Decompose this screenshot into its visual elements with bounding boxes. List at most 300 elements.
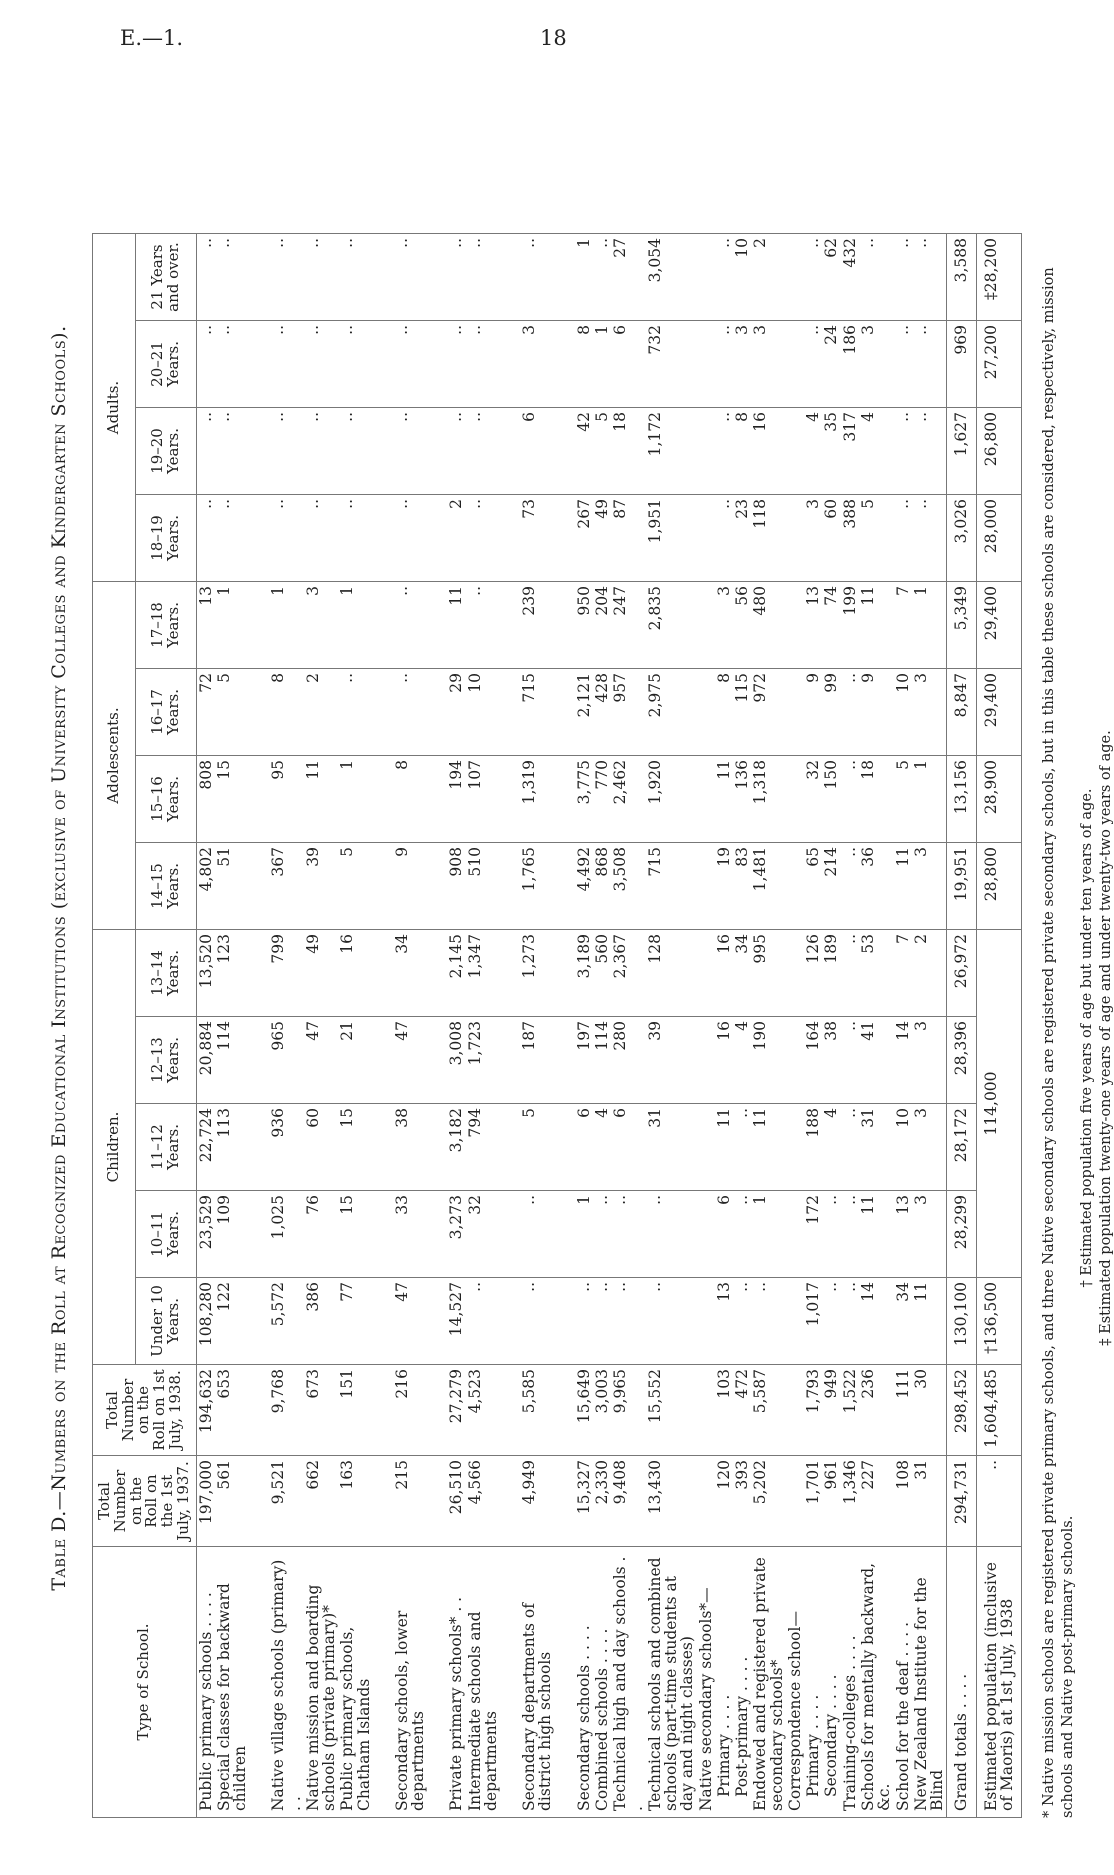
spacer-cell [427, 756, 447, 843]
table-cell: .. [466, 321, 501, 408]
table-cell: .. [466, 234, 501, 321]
table-cell: .. [804, 321, 822, 408]
table-cell [697, 495, 715, 582]
table-cell [786, 669, 804, 756]
table-cell: 3,189 [575, 930, 593, 1017]
table-cell: 49 [304, 930, 339, 1017]
table-cell: .. [393, 408, 428, 495]
table-cell: 11 [447, 582, 465, 669]
table-cell: 5 [593, 408, 611, 495]
spacer-cell [427, 1278, 447, 1365]
table-cell: 472 [733, 1365, 751, 1456]
table-cell: .. [894, 234, 912, 321]
table-cell: 150 [822, 756, 840, 843]
spacer-cell [373, 1191, 393, 1278]
table-cell: 2,975 [646, 669, 697, 756]
table-cell [697, 1017, 715, 1104]
table-cell: 6 [520, 408, 555, 495]
spacer-cell [427, 234, 447, 321]
rotated-table-page [48, 68, 1114, 1848]
table-cell: 6 [715, 1191, 733, 1278]
table-cell [697, 582, 715, 669]
table-cell: .. [215, 321, 250, 408]
table-cell: 5,572 [269, 1278, 304, 1365]
table-cell: 35 [822, 408, 840, 495]
table-cell: .. [304, 408, 339, 495]
table-row [447, 234, 465, 1818]
footnote-native-schools: * Native mission schools are registered private primary schools, and three Native secondary schools are registered private secondary schools, but in this table these schools are considered, respectively, mission schools and Native post-primary schools. [1041, 267, 1076, 1818]
table-row [215, 234, 250, 1818]
footnotes [1040, 258, 1114, 1818]
table-row [804, 234, 822, 1818]
spacer-cell [249, 1278, 269, 1365]
table-cell: 13,430 [646, 1456, 697, 1547]
table-cell: .. [393, 582, 428, 669]
spacer-cell [500, 321, 520, 408]
col-age-19-20: 19–20 Years. [136, 408, 197, 495]
table-cell [786, 408, 804, 495]
table-cell: 9,965 [611, 1365, 646, 1456]
table-cell: 187 [520, 1017, 555, 1104]
spacer-cell [249, 234, 269, 321]
table-cell: .. [593, 1191, 611, 1278]
spacer-cell [373, 234, 393, 321]
table-row [822, 234, 840, 1818]
table-cell: 1 [593, 321, 611, 408]
table-cell: 1,017 [804, 1278, 822, 1365]
table-cell: .. [894, 321, 912, 408]
table-cell: 3,008 [447, 1017, 465, 1104]
table-cell: .. [611, 1278, 646, 1365]
table-cell: 14 [894, 1017, 912, 1104]
spacer-cell [373, 321, 393, 408]
table-cell: 190 [751, 1017, 786, 1104]
col-age-17-18: 17–18 Years. [136, 582, 197, 669]
table-cell: 428 [593, 669, 611, 756]
spacer-cell [373, 408, 393, 495]
table-cell: .. [841, 1104, 859, 1191]
table-cell: 13,520 [196, 930, 215, 1017]
row-label: Private primary schools* . . [447, 1547, 465, 1818]
table-cell: .. [269, 234, 304, 321]
table-cell: 5,587 [751, 1365, 786, 1456]
table-cell: 317 [841, 408, 859, 495]
table-cell: 87 [611, 495, 646, 582]
table-cell: 1,604,485 [976, 1365, 1022, 1456]
table-cell: 5 [338, 843, 373, 930]
table-cell: 3,003 [593, 1365, 611, 1456]
table-cell: 163 [338, 1456, 373, 1547]
table-cell: 1,723 [466, 1017, 501, 1104]
spacer-cell [555, 669, 575, 756]
spacer-cell [249, 582, 269, 669]
table-cell: 39 [646, 1017, 697, 1104]
table-cell [786, 930, 804, 1017]
row-label: Native mission and boarding schools (private primary)* [304, 1547, 339, 1818]
table-cell: 29 [447, 669, 465, 756]
table-cell: 15 [215, 756, 250, 843]
row-label: Special classes for backward children [215, 1547, 250, 1818]
table-cell: 123 [215, 930, 250, 1017]
table-cell: 76 [304, 1191, 339, 1278]
table-cell: 432 [841, 234, 859, 321]
table-cell: 16 [338, 930, 373, 1017]
table-cell: 9,768 [269, 1365, 304, 1456]
table-row [466, 234, 501, 1818]
table-cell: 662 [304, 1456, 339, 1547]
col-age-20-21: 20–21 Years. [136, 321, 197, 408]
table-row [912, 234, 947, 1818]
table-cell: 770 [593, 756, 611, 843]
table-cell: 950 [575, 582, 593, 669]
table-cell: 115 [733, 669, 751, 756]
table-cell: .. [304, 234, 339, 321]
table-cell: 15 [338, 1104, 373, 1191]
table-cell: 16 [715, 1017, 733, 1104]
table-cell: 3 [733, 321, 751, 408]
table-cell: 77 [338, 1278, 373, 1365]
table-cell: 74 [822, 582, 840, 669]
spacer-cell [427, 843, 447, 930]
table-cell: 247 [611, 582, 646, 669]
table-cell: 267 [575, 495, 593, 582]
row-label: New Zealand Institute for the Blind [912, 1547, 947, 1818]
table-cell: 1,319 [520, 756, 555, 843]
spacer-cell [249, 1365, 269, 1456]
spacer-cell [500, 1104, 520, 1191]
table-cell: 16 [751, 408, 786, 495]
table-cell: 5 [859, 495, 894, 582]
spacer-cell [555, 1547, 575, 1818]
spacer-cell [249, 321, 269, 408]
col-age-10-11: 10–11 Years. [136, 1191, 197, 1278]
table-cell: 561 [215, 1456, 250, 1547]
page-number: 18 [540, 26, 567, 50]
table-cell: .. [520, 234, 555, 321]
table-cell: 1 [912, 756, 947, 843]
table-cell: .. [215, 495, 250, 582]
table-cell: 15,327 [575, 1456, 593, 1547]
table-cell: .. [912, 495, 947, 582]
spacer-cell [427, 1547, 447, 1818]
table-row [393, 234, 428, 1818]
table-cell: 4,523 [466, 1365, 501, 1456]
table-cell: 27,279 [447, 1365, 465, 1456]
table-cell: .. [447, 234, 465, 321]
table-cell: 11 [304, 756, 339, 843]
table-cell: 33 [393, 1191, 428, 1278]
row-label: Public primary schools . . . . [196, 1547, 215, 1818]
table-cell: .. [841, 930, 859, 1017]
table-cell: 10 [894, 1104, 912, 1191]
spacer-cell [500, 756, 520, 843]
table-cell: 28,000 [976, 495, 1022, 582]
table-cell: 715 [520, 669, 555, 756]
table-cell: 204 [593, 582, 611, 669]
table-cell: 5 [894, 756, 912, 843]
spacer-cell [555, 756, 575, 843]
table-cell: 32 [466, 1191, 501, 1278]
table-cell: .. [822, 1278, 840, 1365]
table-cell: 5,349 [947, 582, 976, 669]
table-cell [786, 1104, 804, 1191]
table-cell: .. [841, 756, 859, 843]
spacer-cell [500, 1278, 520, 1365]
table-cell: .. [338, 234, 373, 321]
table-cell: 1,481 [751, 843, 786, 930]
table-cell [697, 1191, 715, 1278]
row-label: Training-colleges . . . . [841, 1547, 859, 1818]
table-cell: 1,765 [520, 843, 555, 930]
table-cell: 22,724 [196, 1104, 215, 1191]
table-cell: .. [304, 321, 339, 408]
table-cell: 367 [269, 843, 304, 930]
table-cell: 3,508 [611, 843, 646, 930]
spacer-cell [373, 1456, 393, 1547]
table-cell: 808 [196, 756, 215, 843]
table-cell: 294,731 [947, 1456, 976, 1547]
table-cell [786, 756, 804, 843]
spacer-cell [249, 756, 269, 843]
table-cell: 949 [822, 1365, 840, 1456]
table-row [646, 234, 697, 1818]
row-label: Secondary schools, lower departments [393, 1547, 428, 1818]
table-cell: 8 [733, 408, 751, 495]
table-cell: 8,847 [947, 669, 976, 756]
table-cell: .. [715, 321, 733, 408]
table-cell: 32 [804, 756, 822, 843]
table-row [894, 234, 912, 1818]
table-cell: 49 [593, 495, 611, 582]
table-cell: 9,521 [269, 1456, 304, 1547]
table-cell: 73 [520, 495, 555, 582]
table-cell: 113 [215, 1104, 250, 1191]
table-cell: 4 [804, 408, 822, 495]
table-cell: 189 [822, 930, 840, 1017]
table-cell: 2,462 [611, 756, 646, 843]
spacer-cell [373, 1278, 393, 1365]
table-cell: 1,627 [947, 408, 976, 495]
row-label: Primary . . . . [715, 1547, 733, 1818]
spacer-cell [555, 1456, 575, 1547]
table-cell: 16 [715, 930, 733, 1017]
table-cell: .. [393, 234, 428, 321]
row-label: Correspondence school— [786, 1547, 804, 1818]
table-cell: 186 [841, 321, 859, 408]
spacer-cell [373, 495, 393, 582]
table-cell: 5,202 [751, 1456, 786, 1547]
table-cell: 214 [822, 843, 840, 930]
table-cell: 1 [269, 582, 304, 669]
table-cell [786, 321, 804, 408]
spacer-cell [373, 582, 393, 669]
table-cell: 961 [822, 1456, 840, 1547]
table-row [338, 234, 373, 1818]
table-cell [786, 1456, 804, 1547]
row-label: Intermediate schools and departments [466, 1547, 501, 1818]
table-cell: 34 [894, 1278, 912, 1365]
spacer-cell [249, 1191, 269, 1278]
col-age-15-16: 15–16 Years. [136, 756, 197, 843]
spacer-cell [555, 1365, 575, 1456]
table-cell: .. [822, 1191, 840, 1278]
spacer-cell [249, 843, 269, 930]
table-cell: .. [804, 234, 822, 321]
table-cell: 393 [733, 1456, 751, 1547]
spacer-cell [555, 408, 575, 495]
table-cell: .. [976, 1456, 1022, 1547]
table-cell [697, 1365, 715, 1456]
table-row [304, 234, 339, 1818]
row-label: Technical schools and combined schools (part-time students at day and night classes) [646, 1547, 697, 1818]
col-age-12-13: 12–13 Years. [136, 1017, 197, 1104]
table-cell: .. [447, 321, 465, 408]
table-cell: 2,835 [646, 582, 697, 669]
table-cell: 13 [715, 1278, 733, 1365]
col-age-11-12: 11–12 Years. [136, 1104, 197, 1191]
spacer-cell [373, 756, 393, 843]
table-cell: 1 [338, 756, 373, 843]
enrolment-table [92, 233, 1022, 1818]
table-cell: 995 [751, 930, 786, 1017]
table-cell: 30 [912, 1365, 947, 1456]
table-cell: 3 [751, 321, 786, 408]
spacer-cell [427, 1456, 447, 1547]
table-cell: .. [841, 1191, 859, 1278]
spacer-cell [555, 843, 575, 930]
table-cell: 151 [338, 1365, 373, 1456]
table-cell: 2,330 [593, 1456, 611, 1547]
table-cell: 108 [894, 1456, 912, 1547]
table-row [859, 234, 894, 1818]
table-cell: 28,172 [947, 1104, 976, 1191]
spacer-cell [373, 1365, 393, 1456]
table-cell: 11 [859, 1191, 894, 1278]
table-cell [697, 930, 715, 1017]
table-cell: 28,396 [947, 1017, 976, 1104]
table-cell [697, 669, 715, 756]
table-cell: 1 [575, 234, 593, 321]
table-cell: 480 [751, 582, 786, 669]
table-row [841, 234, 859, 1818]
table-cell: 15,552 [646, 1365, 697, 1456]
table-cell: 5,585 [520, 1365, 555, 1456]
footnote-under-ten: † Estimated population five years of age but under ten years of age. [1078, 788, 1095, 1288]
spacer-cell [500, 495, 520, 582]
table-cell: .. [894, 495, 912, 582]
table-cell [697, 843, 715, 930]
table-body [196, 234, 1022, 1818]
table-cell: .. [593, 1278, 611, 1365]
row-label: Grand totals . . . . [947, 1547, 976, 1818]
table-cell: 65 [804, 843, 822, 930]
table-cell: 60 [304, 1104, 339, 1191]
table-cell: 103 [715, 1365, 733, 1456]
table-cell: 388 [841, 495, 859, 582]
table-cell: 510 [466, 843, 501, 930]
table-cell: 6 [611, 1104, 646, 1191]
spacer-row [249, 234, 269, 1818]
spacer-cell [249, 408, 269, 495]
spacer-cell [249, 1104, 269, 1191]
table-cell: .. [733, 1278, 751, 1365]
table-cell: 99 [822, 669, 840, 756]
table-cell: 5 [215, 669, 250, 756]
table-cell: 2 [751, 234, 786, 321]
table-cell: .. [466, 582, 501, 669]
table-cell [697, 321, 715, 408]
table-cell: 24 [822, 321, 840, 408]
table-cell: 72 [196, 669, 215, 756]
row-label: Post-primary . . . . [733, 1547, 751, 1818]
table-cell: .. [841, 1017, 859, 1104]
table-cell: 11 [715, 1104, 733, 1191]
table-cell: .. [338, 408, 373, 495]
table-cell: 936 [269, 1104, 304, 1191]
table-cell: 29,400 [976, 669, 1022, 756]
table-cell: 42 [575, 408, 593, 495]
table-cell: .. [196, 321, 215, 408]
table-cell: 114,000 [976, 930, 1022, 1278]
table-cell: 194,632 [196, 1365, 215, 1456]
table-cell: 34 [393, 930, 428, 1017]
table-cell: .. [304, 495, 339, 582]
table-cell: 7 [894, 582, 912, 669]
row-label: Schools for mentally backward, &c. [859, 1547, 894, 1818]
table-cell: .. [466, 1278, 501, 1365]
spacer-cell [555, 1191, 575, 1278]
table-cell [786, 1278, 804, 1365]
table-cell: 27,200 [976, 321, 1022, 408]
table-cell: 39 [304, 843, 339, 930]
table-cell: .. [393, 495, 428, 582]
table-cell: 560 [593, 930, 611, 1017]
table-cell: 10 [733, 234, 751, 321]
table-cell: .. [912, 234, 947, 321]
table-cell: 120 [715, 1456, 733, 1547]
table-cell: .. [575, 1278, 593, 1365]
spacer-cell [249, 1547, 269, 1818]
table-cell: 2 [304, 669, 339, 756]
table-cell: 11 [912, 1278, 947, 1365]
table-cell [697, 1104, 715, 1191]
table-cell: 908 [447, 843, 465, 930]
col-age-14-15: 14–15 Years. [136, 843, 197, 930]
table-cell: 3,026 [947, 495, 976, 582]
table-cell: 7 [894, 930, 912, 1017]
table-cell: 8 [269, 669, 304, 756]
table-cell: 2,145 [447, 930, 465, 1017]
table-cell: 6 [575, 1104, 593, 1191]
table-cell: .. [269, 321, 304, 408]
table-cell: 4 [822, 1104, 840, 1191]
row-label: Combined schools . . . . [593, 1547, 611, 1818]
spacer-cell [555, 321, 575, 408]
spacer-cell [427, 321, 447, 408]
estimated-population-row [976, 234, 1022, 1818]
col-group-adolescents: Adolescents. [93, 582, 136, 930]
table-cell: 653 [215, 1365, 250, 1456]
row-label: Native village schools (primary) . . [269, 1547, 304, 1818]
table-cell: 114 [593, 1017, 611, 1104]
spacer-row [427, 234, 447, 1818]
table-cell: 3 [912, 1191, 947, 1278]
table-cell: 23,529 [196, 1191, 215, 1278]
table-cell: 26,510 [447, 1456, 465, 1547]
table-cell: 2 [912, 930, 947, 1017]
col-type-of-school: Type of School. [93, 1547, 197, 1818]
table-cell: 1,273 [520, 930, 555, 1017]
